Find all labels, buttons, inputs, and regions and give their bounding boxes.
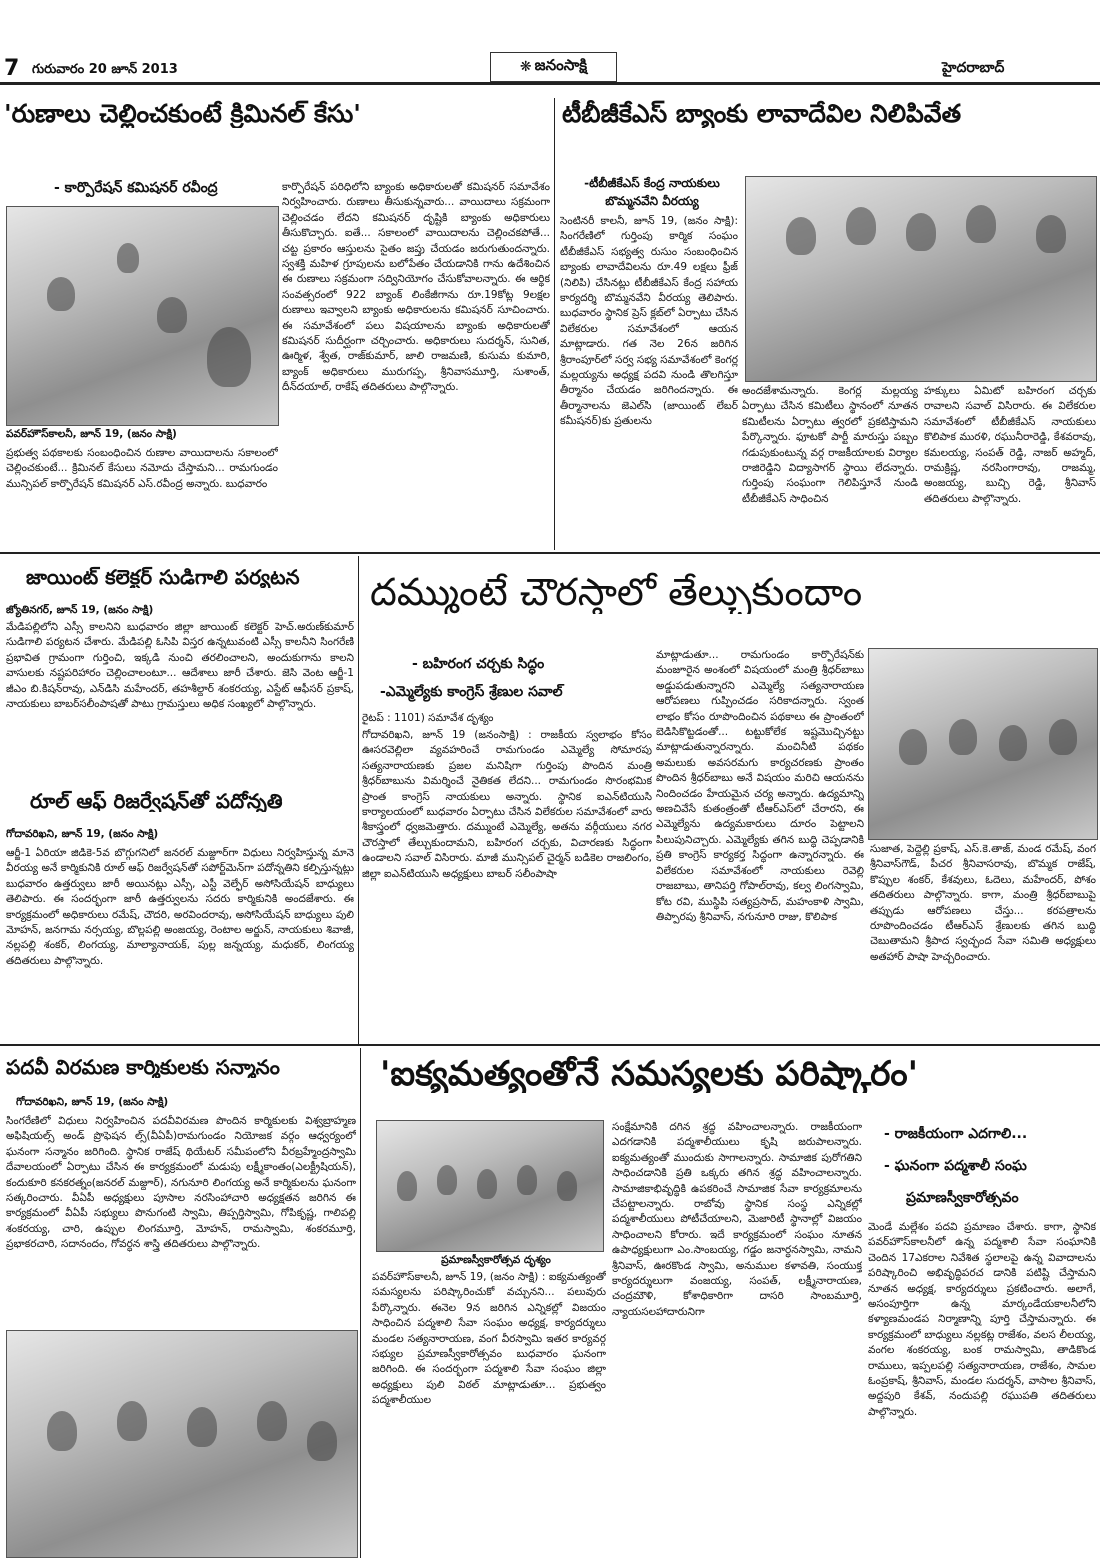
a3-headline: జాయింట్ కలెక్టర్ సుడిగాలి పర్యటన bbox=[26, 566, 300, 588]
a4-dateline: గోదావరిఖని, జూన్ 19, (జనం సాక్షి) bbox=[6, 828, 159, 840]
a2-para: సెంటినరీ కాలనీ, జూన్ 19, (జనం సాక్షి): సింగరేణిలో గుర్తింపు కార్మిక సంఘం టీబీజీకేఎస్ సభ్యత్వ రుసుం సంబంధించిన బ్యాంకు లావాదేవిలను రూ.49 లక్షలు ఫ్రీజ్ (నిలిపి) చేసినట్లు టీబీజీకేఎస్ కేంద్ర సహాయ కార్యదర్శి బొమ్మనవేని వీరయ్య తెలిపారు. బుధవారం స్థానిక ప్రెస్ క్లబ్‌లో ఏర్పాటు చేసిన విలేకరుల సమావేశంలో ఆయన మాట్లాడారు. గత నెల 26న జరిగిన శ్రీరాంపూర్‌లో సర్వ సభ్య సమావేశంలో కెంగర్ల మల్లయ్యను అధ్యక్ష పదవి నుండి తొలగిస్తూ తీర్మానం చేయడం జరిగిందన్నారు. ఈ తీర్మానాలను జెఎల్‌సి (జాయింట్ లేబర్ కమీషనర్)కు ప్రతులను bbox=[560, 215, 738, 428]
a2-headline: టీబీజీకేఎస్ బ్యాంకు లావాదేవిల నిలిపివేత bbox=[562, 100, 962, 128]
a2-body-col2 bbox=[742, 384, 918, 548]
column-rule bbox=[358, 556, 359, 1046]
a4-para: ఆర్జీ-1 ఏరియా జిడికె-5వ బొగ్గుగనిలో జనరల్ మజ్దూర్‌గా విధులు నిర్వహిస్తున్న మానె వీరయ్య అనే కార్మికునికి రూల్ ఆఫ్ రిజర్వేషన్‌తో సపోర్ట్‌మెన్‌గా పదోన్నతిని కల్పిస్తున్నట్లు బుధవారం ఉత్తర్వులు జారీ అయినట్లు ఎస్సీ, ఎస్టీ వెల్ఫేర్ అసోసియేషన్ బాధ్యులు తెలిపారు. ఈ సందర్భంగా జారీ ఉత్తర్వులను సదరు కార్మికునికి అందజేశారు. ఈ కార్యక్రమంలో అధికారులు రమేష్, చౌదరి, అరవిందరావు, అసోసియేషన్ బాధ్యులు పులి మోహన్, జనగామ నర్సయ్య, బొల్లపల్లి అంజయ్య, రెంటాల అర్జున్, నాయకులు శివాజీ, నల్లపల్లి శంకర్, లింగయ్య, మాల్యానాయక్, పుల్ల జన్నయ్య, మధుకర్, లింగయ్య తదితరులు పాల్గొన్నారు. bbox=[6, 847, 354, 967]
a6-photo bbox=[6, 1330, 358, 1558]
a3-body bbox=[6, 620, 354, 770]
a3-dateline: జ్యోతినగర్, జూన్ 19, (జనం సాక్షి) bbox=[6, 604, 154, 616]
a1-body-col2 bbox=[282, 180, 550, 546]
a1-body-col1 bbox=[6, 446, 278, 546]
a7-para: మెండే మల్లేశం పదవి ప్రమాణం చేశారు. కాగా, స్థానిక పవర్‌హౌస్‌కాలనీలో ఉన్న పద్మశాలి సేవా సంఘానికి చెందిన 17ఎకరాల నివేశిత స్థలాలపై ఉన్న వివాదాలను పరిష్కారించి అభివృద్ధిపరచ డానికి పటిష్టి చేస్తామని నూతన అధ్యక్ష, కార్యదర్శులు ప్రకటించారు. అలాగే, అసంపూర్తిగా ఉన్న మార్కండేయకాలనీలోని కళ్యాణమండప నిర్మాణాన్ని పూర్తి చేస్తామన్నారు. ఈ కార్యక్రమంలో బాధ్యులు నల్లకట్ల రాజేశం, వలస లీలయ్య, వంగల శంకరయ్య, బంక రామస్వామి, తాడికొండ రాములు, ఇప్పలపల్లి సత్యనారాయణ, రాజేశం, సామల ఓంప్రకాష్, శ్రీనివాస్, మండల సుదర్శన్, వాసాల శ్రీనివాస్, అద్దపురి కేశవ్, నందుపల్లి రఘుపతి తదితరులు పాల్గొన్నారు. bbox=[868, 1221, 1096, 1418]
a5-body-col3 bbox=[870, 842, 1096, 1040]
a6-para: సింగరేణిలో విధులు నిర్వహించిన పదవీవిరమణ పొందిన కార్మికులకు విశ్వబ్రాహ్మణ అఫిషియల్స్ అండ్ ప్రొఫెషన ల్స్(వీఏపీ)రామగుండం నియోజక వర్గం ఆధ్వర్యంలో ఘనంగా సన్మానం జరిగింది. స్థానిక రాజేష్ థియేటర్ సమీపంలోని వీరబ్రహ్మేంద్రస్వామి దేవాలయంలో ఏర్పాటు చేసిన ఈ కార్యక్రమంలో మడుపు లక్ష్మీకాంతం(ఎలక్ట్రీషియన్), కందుకూరి కనకరత్నం(జనరల్ మజ్దూర్), నగునూరి లింగయ్య అనే కార్మికులను ఘనంగా సత్కరించారు. వీఏపీ అధ్యక్షులు పూసాల నరసింహాచారి అధ్యక్షతన జరిగిన ఈ కార్యక్రమంలో వీఏపీ సభ్యులు పొనుగంటి స్వామి, తిప్పర్తిస్వామి, గోపికృష్ణ, గాలిపల్లి శంకరయ్య, చారి, ఉప్పుల లింగమూర్తి, మోహన్, రామస్వామి, శంకరమూర్తి, ప్రభాకరచారి, సదానందం, గోవర్ధన శాస్త్రి తదితరులు పాల్గొన్నారు. bbox=[6, 1115, 356, 1251]
masthead-rule bbox=[0, 82, 1100, 85]
a7-body-col1 bbox=[372, 1270, 606, 1556]
a5-subhead-1: - బహిరంగ చర్చకు సిద్ధం bbox=[412, 656, 545, 672]
a2-body-col3 bbox=[924, 384, 1096, 548]
a7-photo bbox=[376, 1120, 604, 1252]
a5-subhead-2: -ఎమ్మెల్యేకు కాంగ్రెస్ శ్రేణుల సవాల్ bbox=[380, 684, 563, 700]
a2-para: హక్కులు ఏమిటో బహిరంగ చర్చకు రావాలని సవాల్ విసిరారు. ఈ విలేకరుల సమావేశంలో టీబీజీకేఎస్ నాయకులు కొలిపాక మురళి, రఘునీరారెడ్డి, కేశవరావు, కమలయ్య, సంపత్ రెడ్డి, నాజర్ అహ్మద్, రామక్రిష్ణ, నరసింగారావు, రాజమ్మ, అంజయ్య, బుచ్చి రెడ్డి, శ్రీనివాస్ తదితరులు పాల్గొన్నారు. bbox=[924, 385, 1096, 505]
a5-para: సుజాత, పెద్దెల్లి ప్రకాష్, ఎస్.కె.తాజ్, మండ రమేష్, వంగ శ్రీనివాస్‌గౌడ్, పీచర శ్రీనివాసరావు, బొమ్మక రాజేష్, కొప్పుల శంకర్, కేశవులు, ఓదెలు, మహేందర్, పోశం తదితరులు పాల్గొన్నారు. కాగా, మంత్రి శ్రీధర్‌బాబుపై తప్పుడు ఆరోపణలు చేస్తు... కరపత్రాలను రూపొందించడం టీఆర్‌ఎస్ శ్రేణులకు తగిన బుద్ధి చెబుతామని శ్రీపాద స్వచ్ఛంద సేవా సమితి అధ్యక్షులు అతహార్ పాషా హెచ్చరించారు. bbox=[870, 843, 1096, 963]
section-rule bbox=[0, 552, 1100, 554]
a7-para: పవర్‌హౌస్‌కాలనీ, జూన్ 19, (జనం సాక్షి) : ఐక్యమత్యంతో సమస్యలను పరిష్కారించుకో వచ్చునని... పలువురు పేర్కొన్నారు. ఈనెల 9న జరిగిన ఎన్నికల్లో విజయం సాధించిన పద్మశాలి సేవా సంఘం అధ్యక్ష, కార్యదర్శులు మండల సత్యనారాయణ, వంగ వీరస్వామి ఇతర కార్యవర్గ సభ్యుల ప్రమాణస్వీకారోత్సవం బుధవారం ఘనంగా జరిగింది. ఈ సందర్భంగా పద్మశాలి సేవా సంఘం జిల్లా అధ్యక్షులు పులి విఠల్ మాట్లాడుతూ... ప్రభుత్వం పద్మశాలీయుల bbox=[372, 1271, 606, 1407]
a1-dateline: పవర్‌హౌస్‌కాలనీ, జూన్ 19, (జనం సాక్షి) bbox=[6, 428, 177, 440]
a5-photo-caption: రైటప్ : 1101) సమావేశ దృశ్యం bbox=[362, 712, 494, 724]
logo-emblem-icon: ❋ bbox=[519, 59, 532, 75]
a7-headline: 'ఐక్యమత్యంతోనే సమస్యలకు పరిష్కారం' bbox=[380, 1056, 919, 1094]
edition-name: హైదరాబాద్ bbox=[942, 60, 1005, 76]
a7-body-col3 bbox=[868, 1220, 1096, 1556]
a1-headline: 'రుణాలు చెల్లించకుంటే క్రిమినల్ కేసు' bbox=[4, 100, 361, 128]
a7-para: సంక్షేమానికి దగిన శ్రద్ధ వహించాలన్నారు. రాజకీయంగా ఎదగడానికి పద్మశాలీయులు కృషి జరుపాలన్నారు. ఐక్యమత్యంతో ముందుకు సాగాలన్నారు. సామాజిక పురోగతిని సాధించడానికి ప్రతి ఒక్కరు తగిన శ్రద్ధ వహించాలన్నారు. సామాజికాభివృద్ధికి ఉపకరించే సామాజిక సేవా కార్యక్రమాలను చేపట్టాలన్నారు. రాబోవు స్థానిక సంస్థ ఎన్నికల్లో పద్మశాలీయులు పోటీచేయాలని, మెజారిటీ స్థానాల్లో విజయం సాధించాలని కోరారు. ఇదే కార్యక్రమంలో సంఘం నూతన ఉపాధ్యక్షులుగా ఎం.సాంబయ్య, గడ్డం జనార్ధనస్వామి, నామని శ్రీనివాస్, ఊరకొండ స్వామి, అనుముల కళావతి, సంయుక్త కార్యదర్శులుగా వంజయ్య, సంపత్, లక్ష్మీనారాయణ, చంద్రమౌళి, కోశాధికారిగా దాసరి సాంబమూర్తి, న్యాయసలహాదారునిగా bbox=[612, 1121, 862, 1318]
a7-subhead-2: - ఘనంగా పద్మశాలీ సంఘ bbox=[884, 1158, 1027, 1174]
a3-para: మేడిపల్లిలోని ఎస్సీ కాలనిని బుధవారం జిల్లా జాయింట్ కలెక్టర్ హెచ్.అరుణ్‌కుమార్ సుడిగాలి పర్యటన చేశారు. మేడిపల్లి ఓసిపి విస్తర ఉన్నటువంటి ఎస్సీ కాలనీని సింగరేణి ప్రభావిత గ్రామంగా గుర్తించి, ఇక్కడి నుంచి తరలించాలని, అందుకుగాను కాలని వాసులకు నష్టపరిహారం చెల్లించాలంటూ... ఆదేశాలు జారీ చేశారు. జెసి వెంట ఆర్జీ-1 జీఎం బి.కిషన్‌రావు, ఎన్‌డిసి మహేందర్, తహశీల్దార్ శంకరయ్య, ఎస్టేట్ ఆఫీసర్ ప్రకాష్, నాయకులు బాబర్‌సలీంపాషతో పాటు గ్రామస్తులు అధిక సంఖ్యలో పాల్గొన్నారు. bbox=[6, 621, 354, 711]
a7-subhead-3: ప్రమాణస్వీకారోత్సవం bbox=[906, 1190, 1019, 1206]
a4-body bbox=[6, 846, 354, 1042]
a2-photo bbox=[745, 176, 1097, 382]
masthead-date: గురువారం 20 జూన్ 2013 bbox=[32, 62, 178, 77]
a5-headline: దమ్ముంటే చౌరస్తాలో తేల్చుకుందాం bbox=[370, 572, 863, 614]
page-number: 7 bbox=[4, 56, 20, 81]
a4-headline: రూల్ ఆఫ్ రిజర్వేషన్‌తో పదోన్నతి bbox=[30, 790, 283, 812]
column-rule bbox=[554, 98, 555, 550]
a5-para: మాట్లాడుతూ... రామగుండం కార్పొరేషన్‌కు మంజూరైన అంశంలో విషయంలో మంత్రి శ్రీధర్‌బాబు అడ్డుపడుతున్నారని ఎమ్మెల్యే సత్యనారాయణ ఆరోపణలు గుప్పించడం సరికాదన్నారు. స్వంత లాభం కోసం రూపొందించిన పథకాలు ఈ ప్రాంతంలో బెడిసికొట్టడంతో... టట్టుకోలేక ఇష్టమొచ్చినట్టు మాట్లాడుతున్నారన్నారు. మంచినీటి పథకం అమలుకు అవసరమగు కార్యచరణకు ప్రాంతం పొందిన శ్రీధర్‌బాబు అనే విషయం మరిచి ఆయనను నిందించడం హేయమైన చర్య అన్నారు. ఉద్యమాన్ని అణచివేసే కుతంత్రంతో టీఆర్‌ఎస్‌లో చేరారని, ఈ ఎమ్మెల్యేను ఉద్యమకారులు దూరం పెట్టాలని పిలుపునిచ్చారు. ఎమ్మెల్యేకు తగిన బుద్ధి చెప్పడానికి ప్రతి కాంగ్రెస్ కార్యకర్త సిద్ధంగా ఉన్నారన్నారు. ఈ విలేకరుల సమావేశంలో నాయకులు రెవెల్లి రాజబాబు, తానిపర్తి గోపాల్‌రావు, కల్వ లింగస్వామి, కోట రవి, ముస్థిపి సత్యప్రసాద్, మహంకాళి స్వామి, తిప్పారపు శ్రీనివాస్, నగునూరి రాజు, కొలిపాక bbox=[656, 649, 864, 923]
column-rule bbox=[360, 1048, 361, 1558]
paper-name: జనంసాక్షి bbox=[534, 56, 588, 74]
a5-body-col1 bbox=[362, 728, 652, 1040]
a5-para: గోదావరిఖని, జూన్ 19 (జనంసాక్షి) : రాజకీయ స్వలాభం కోసం ఊసరవెల్లిలా వ్యవహరించే రామగుండం ఎమ్మెల్యే సోమారపు సత్యనారాయణకు ప్రజల మనిషిగా గుర్తింపు పొందిన మంత్రి శ్రీధర్‌బాబును విమర్శించే నైతికత లేదని... రామగుండం సొరంభమిక ప్రాంత కాంగ్రెస్ నాయకులు అన్నారు. స్థానిక ఐఎన్‌టియుసి కార్యాలయంలో బుధవారం ఏర్పాటు చేసిన విలేకరుల సమావేశంలో వారు శీకాస్త్రంలో ధ్వజమెత్తారు. దమ్ముంటే ఎమ్మెల్యే, అతను వర్గీయులు నగర చౌరస్తాలో తేల్చుకుందామని, బహిరంగ చర్చకు, విచారణకు సిద్ధంగా ఉండాలని సవాల్ విసిరారు. మాజీ మున్సిపల్ చైర్మన్ బడికెల రాజలింగం, జిల్లా ఐఎన్‌టియుసి అధ్యక్షులు బాబర్ సలీంపాషా bbox=[362, 729, 652, 880]
a7-body-col2 bbox=[612, 1120, 862, 1556]
paper-logo bbox=[490, 52, 617, 82]
a1-subhead: - కార్పొరేషన్ కమిషనర్ రవీంద్ర bbox=[54, 180, 218, 196]
a6-headline: పదవీ విరమణ కార్మికులకు సన్మానం bbox=[6, 1056, 280, 1078]
a7-subhead-1: - రాజకీయంగా ఎదగాలి... bbox=[884, 1126, 1028, 1142]
a1-para: ప్రభుత్వ పథకాలకు సంబంధించిన రుణాల వాయిదాలను సకాలంలో చెల్లించకుంటే... క్రిమినల్ కేసులు నమోదు చేస్తామని... రామగుండం మున్సిపల్ కార్పొరేషన్ కమిషనర్ ఎస్.రవీంద్ర అన్నారు. బుధవారం bbox=[6, 447, 278, 490]
a2-subhead-1: -టీబీజీకేఎస్ కేంద్ర నాయకులు bbox=[584, 176, 720, 190]
a1-para: కార్పొరేషన్ పరిధిలోని బ్యాంకు అధికారులతో కమిషనర్ సమావేశం నిర్వహించారు. రుణాలు తీసుకున్నవారు... వాయిదాలు సక్రమంగా చెల్లించడం లేదని కమిషనర్ దృష్టికి బ్యాంకు అధికారులు తీసుకొచ్చారు. ఐతే... సకాలంలో వాయిదాలను చెల్లించకపోతే... చట్ట ప్రకారం ఆస్తులను సైతం జప్తు చేయడం జరుగుతుందన్నారు. స్వశక్తి మహిళ గ్రూపులను బలోపేతం చేయడానికి గాను ఉదేశించిన ఈ రుణాలు సక్రమంగా సద్వినియోగం చేసుకోవాలన్నారు. ఈ ఆర్థిక సంవత్సరంలో 922 బ్యాంక్ లింకేజీగాను రూ.19కోట్ల 9లక్షల రుణాలు ఇవ్వాలని బ్యాంకు అధికారులను కమిషనర్ సూచించారు. ఈ సమావేశంలో పలు విషయాలను బ్యాంకు అధికారులతో కమిషనర్ సుదీర్ఘంగా చర్చించారు. అధికారులు సుదర్శన్, సునిత, ఊర్మిళ, శ్వేత, రాజ్‌కుమార్, జాలి రాజమణి, కుసుమ కుమారి, బ్యాంక్ అధికారులు మురుగప్ప, శ్రీనివాసమూర్తి, సుశాంత్, దీన్‌దయాల్, రాకేష్ తదితరులు పాల్గొన్నారు. bbox=[282, 181, 550, 394]
a2-para: అందజేశామన్నారు. కెంగర్ల మల్లయ్య ఏర్పాటు చేసిన కమిటీలు స్థానంలో నూతన కమిటీలను ఏర్పాటు త్వరలో ప్రకటిస్తామని పేర్కొన్నారు. ఫూటకో పార్టీ మారుస్తు పబ్బం గడుపుకుంటున్న వర్గ రాజకీయాలకు విర్యాల రాజిరెడ్డిని విద్యాసాగర్ స్థాయి లేదన్నారు. గుర్తింపు సంఘంగా గెలిపిస్తూనే నుండి టీబీజీకేఎస్ సాధించిన bbox=[742, 385, 918, 505]
a2-subhead-2: బొమ్మనవేని వీరయ్య bbox=[605, 194, 699, 208]
masthead bbox=[0, 0, 1100, 88]
a6-dateline: గోదావరిఖని, జూన్ 19, (జనం సాక్షి) bbox=[16, 1096, 169, 1108]
a1-photo bbox=[6, 206, 279, 426]
section-rule bbox=[0, 1044, 1100, 1046]
a6-body bbox=[6, 1114, 356, 1324]
a5-body-col2 bbox=[656, 648, 864, 1040]
a7-photo-caption: ప్రమాణస్వీకారోత్సవ దృశ్యం bbox=[441, 1254, 551, 1266]
a5-photo bbox=[868, 648, 1098, 840]
a2-body-col1 bbox=[560, 214, 738, 548]
